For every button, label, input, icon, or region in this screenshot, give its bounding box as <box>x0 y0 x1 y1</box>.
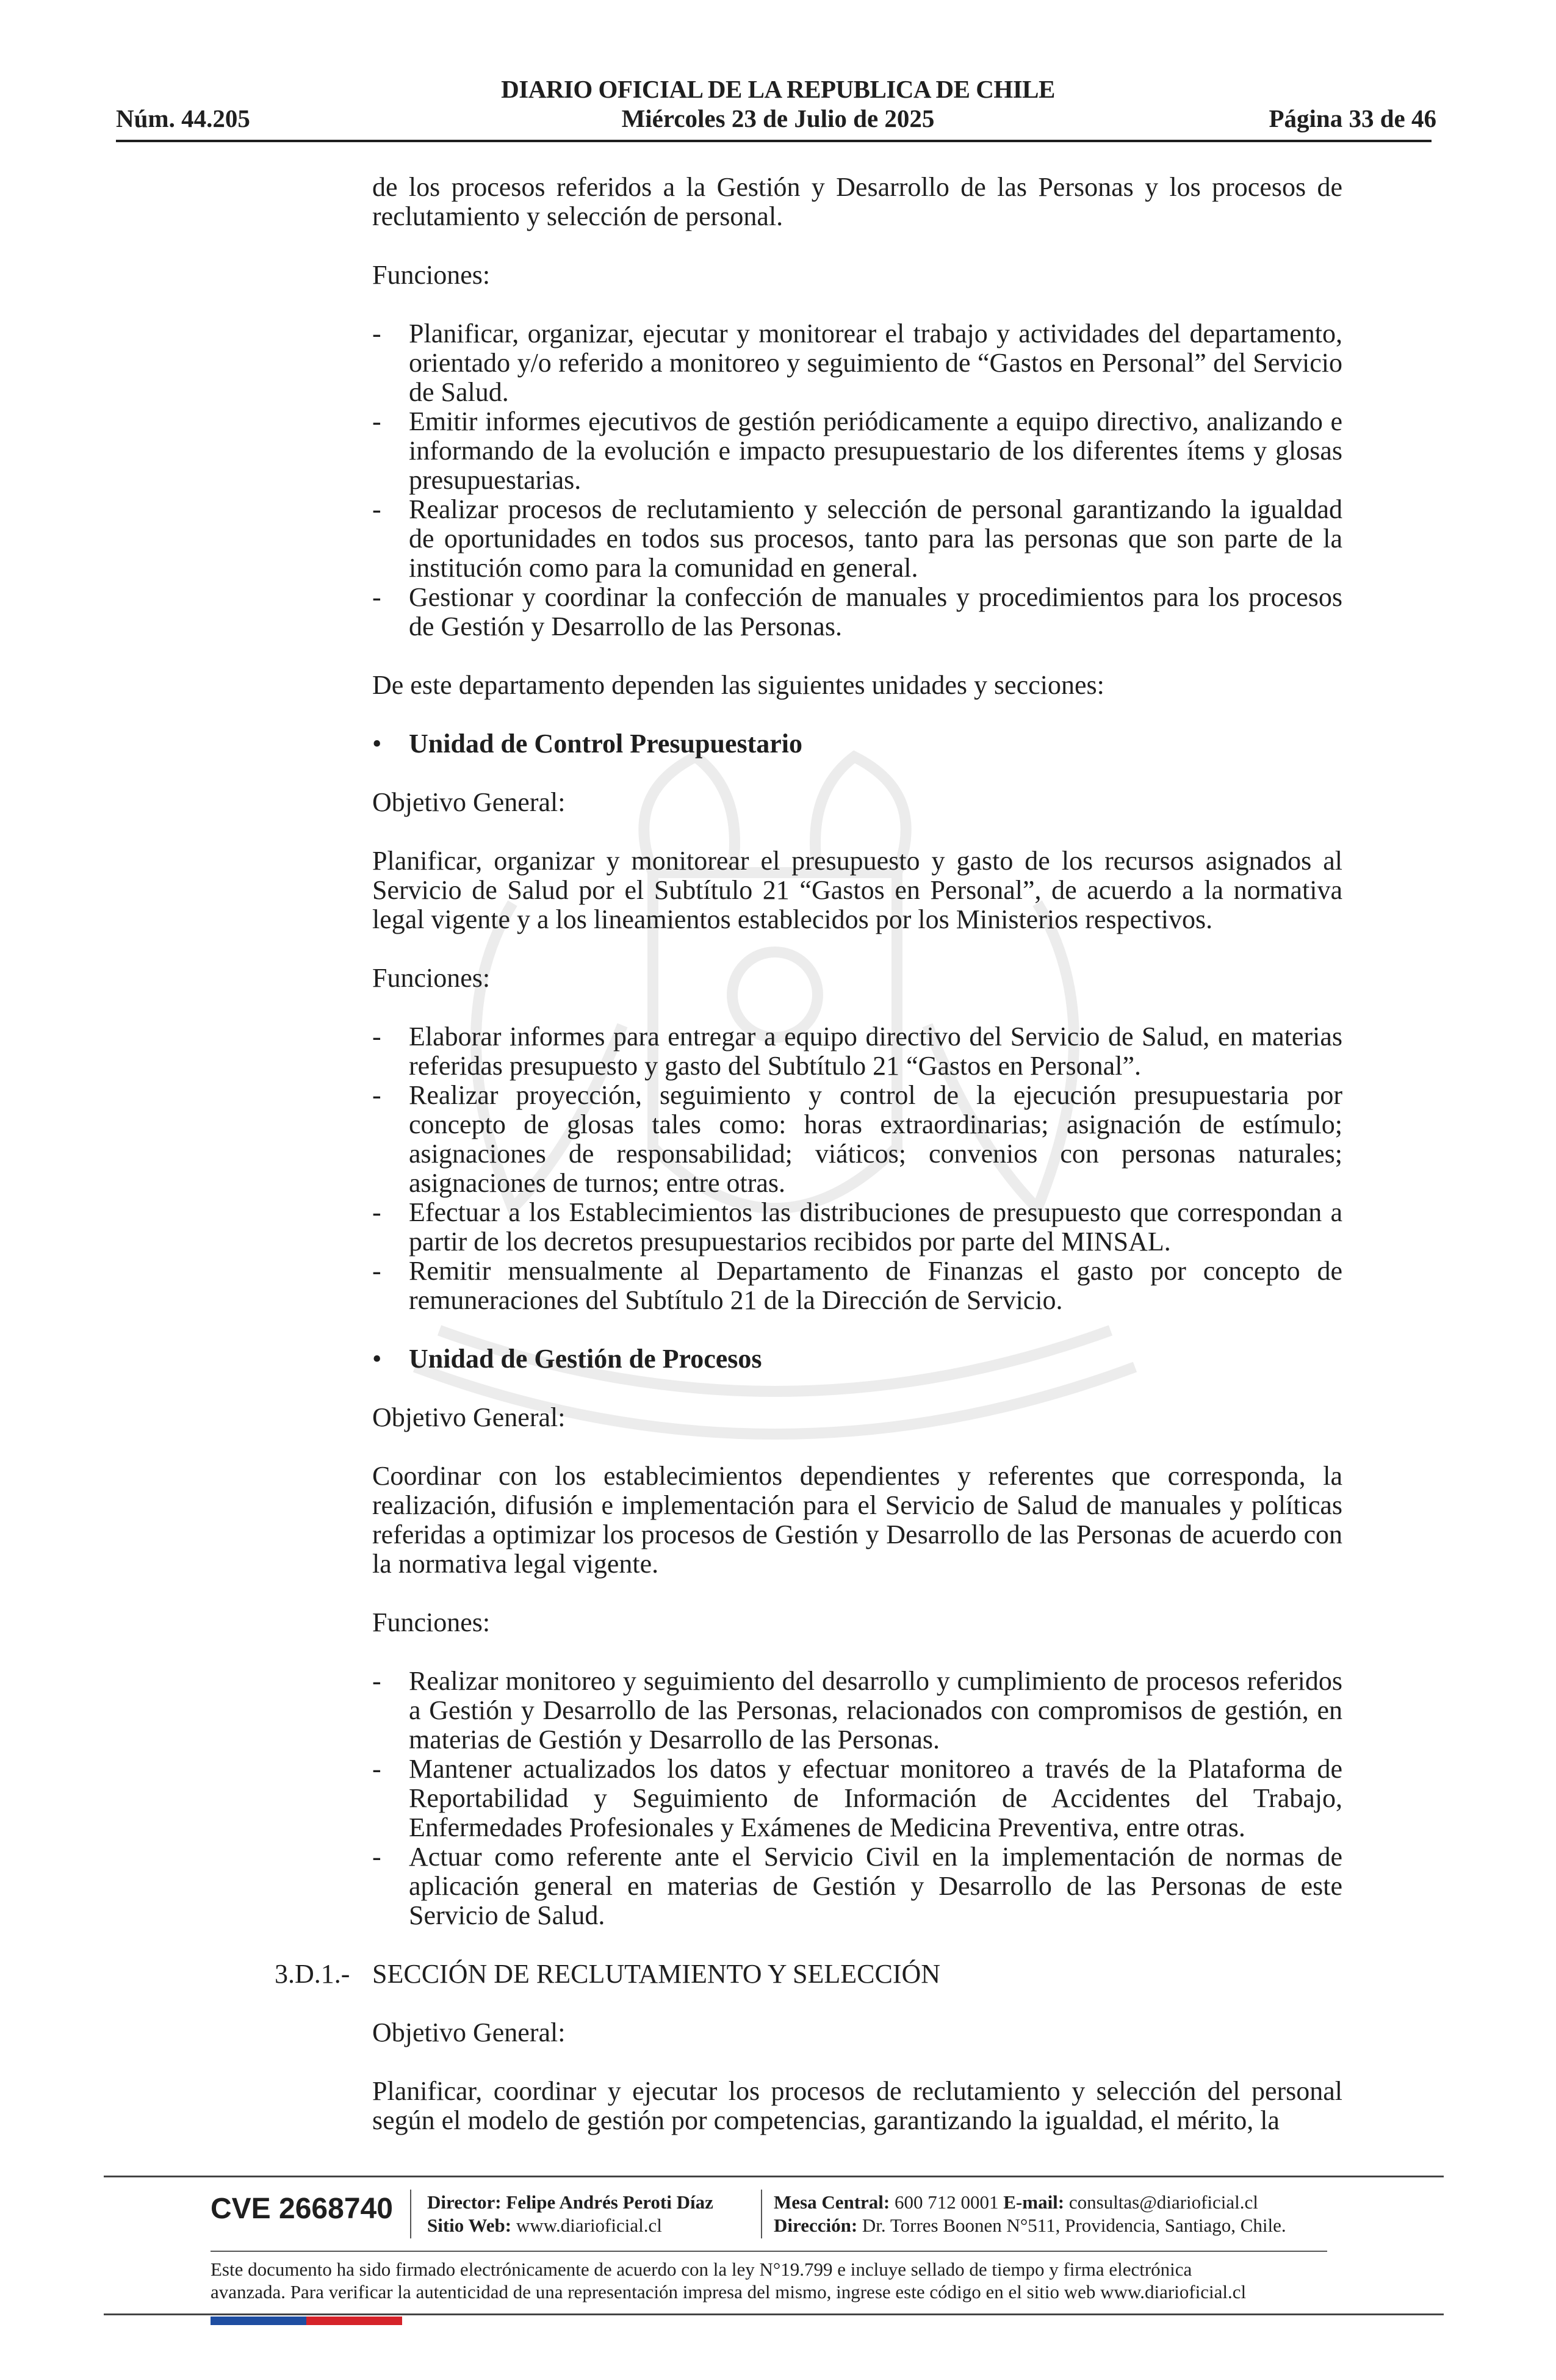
list-item <box>372 1842 1342 1930</box>
list-item <box>372 1257 1342 1315</box>
list-item-text: Emitir informes ejecutivos de gestión periódicamente a equipo directivo, analizando e informando de la evolución e impacto presupuestario de los diferentes ítems y glosas presupuestarias. <box>409 406 1342 495</box>
unit-heading <box>372 729 1342 759</box>
list-item <box>372 1754 1342 1842</box>
flag-blue-stripe <box>211 2317 306 2325</box>
section-heading <box>275 1959 1342 1989</box>
flag-red-stripe <box>306 2317 402 2325</box>
bullet-marker: • <box>372 729 382 759</box>
list-item <box>372 1198 1342 1257</box>
footer-separator <box>761 2190 762 2238</box>
dash-marker: - <box>372 494 381 524</box>
depends-paragraph: De este departamento dependen las siguientes unidades y secciones: <box>372 670 1104 700</box>
footer-divider-mid <box>211 2251 1327 2252</box>
footer-divider-bottom <box>104 2313 1444 2315</box>
dash-marker: - <box>372 1256 381 1286</box>
address-label: Dirección: <box>774 2215 858 2236</box>
list-item <box>372 319 1342 407</box>
objective-label: Objetivo General: <box>372 2018 566 2047</box>
list-item-text: Remitir mensualmente al Departamento de Finanzas el gasto por concepto de remuneraciones del Subtítulo 21 de la Dirección de Servicio. <box>409 1256 1342 1315</box>
section-objective: Planificar, coordinar y ejecutar los procesos de reclutamiento y selección del personal según el modelo de gestión por competencias, garantizando la igualdad, el mérito, la <box>372 2076 1342 2135</box>
dash-marker: - <box>372 1080 381 1110</box>
issue-number: Núm. 44.205 <box>116 104 250 132</box>
website-link[interactable]: www.diarioficial.cl <box>516 2215 662 2236</box>
unit-functions-list <box>372 1022 1342 1315</box>
footer-separator <box>410 2190 411 2238</box>
list-item-text: Realizar procesos de reclutamiento y selección de personal garantizando la igualdad de oportunidades en todos sus procesos, tanto para las personas que son parte de la institución como para la comunidad en general. <box>409 494 1342 583</box>
section-title: SECCIÓN DE RECLUTAMIENTO Y SELECCIÓN <box>372 1959 941 1989</box>
list-item <box>372 1022 1342 1081</box>
list-item-text: Realizar proyección, seguimiento y control de la ejecución presupuestaria por concepto de glosas tales como: horas extraordinarias; asignación de estímulo; asignaciones de responsabilidad; viáticos; convenios con personas naturales; asignaciones de turnos; entre otras. <box>409 1080 1342 1198</box>
signature-note-line: Este documento ha sido firmado electrónicamente de acuerdo con la ley N°19.799 e incluye sellado de tiempo y firma electrónica <box>211 2259 1192 2280</box>
director-label: Director: <box>427 2191 502 2213</box>
email-label: E-mail: <box>1003 2191 1065 2213</box>
issue-date: Miércoles 23 de Julio de 2025 <box>621 104 935 132</box>
list-item-text: Mantener actualizados los datos y efectuar monitoreo a través de la Plataforma de Reportabilidad y Seguimiento de Información de Accidentes del Trabajo, Enfermedades Profesionales y Exámenes de Medicina Preventiva, entre otras. <box>409 1754 1342 1842</box>
objective-label: Objetivo General: <box>372 1402 566 1432</box>
objective-label: Objetivo General: <box>372 787 566 817</box>
signature-note <box>211 2258 1327 2303</box>
dash-marker: - <box>372 406 381 436</box>
list-item <box>372 1667 1342 1754</box>
dash-marker: - <box>372 582 381 612</box>
intro-paragraph: de los procesos referidos a la Gestión y Desarrollo de las Personas y los procesos de reclutamiento y selección de personal. <box>372 172 1342 231</box>
cve-code: CVE 2668740 <box>211 2193 393 2225</box>
dash-marker: - <box>372 1754 381 1784</box>
director-name: Felipe Andrés Peroti Díaz <box>506 2191 713 2213</box>
footer-divider-top <box>104 2176 1444 2177</box>
address-text: Dr. Torres Boonen N°511, Providencia, Santiago, Chile. <box>862 2215 1286 2236</box>
dash-marker: - <box>372 1666 381 1696</box>
unit-objective: Coordinar con los establecimientos dependientes y referentes que corresponda, la realización, difusión e implementación para el Servicio de Salud de manuales y políticas referidas a optimizar los procesos de Gestión y Desarrollo de las Personas de acuerdo con la normativa legal vigente. <box>372 1461 1342 1579</box>
mesa-phone: 600 712 0001 <box>895 2191 999 2213</box>
website-label: Sitio Web: <box>427 2215 512 2236</box>
footer-contact-block <box>774 2191 1286 2237</box>
list-item-text: Realizar monitoreo y seguimiento del desarrollo y cumplimiento de procesos referidos a Gestión y Desarrollo de las Personas, relacionados con compromisos de gestión, en materias de Gestión y Desarrollo de las Personas. <box>409 1666 1342 1754</box>
main-content <box>275 172 1342 2135</box>
unit-title: Unidad de Gestión de Procesos <box>409 1344 762 1374</box>
unit-title: Unidad de Control Presupuestario <box>409 729 803 759</box>
email-link[interactable]: consultas@diarioficial.cl <box>1068 2191 1258 2213</box>
list-item <box>372 495 1342 583</box>
dash-marker: - <box>372 1842 381 1872</box>
functions-label: Funciones: <box>372 260 491 290</box>
page-number: Página 33 de 46 <box>1269 104 1436 132</box>
list-item-text: Gestionar y coordinar la confección de manuales y procedimientos para los procesos de Gestión y Desarrollo de las Personas. <box>409 582 1342 641</box>
unit-heading <box>372 1344 1342 1374</box>
list-item <box>372 407 1342 495</box>
functions-label: Funciones: <box>372 963 491 993</box>
list-item-text: Planificar, organizar, ejecutar y monitorear el trabajo y actividades del departamento, orientado y/o referido a monitoreo y seguimiento de “Gastos en Personal” del Servicio de Salud. <box>409 319 1342 407</box>
dash-marker: - <box>372 1197 381 1227</box>
list-item-text: Efectuar a los Establecimientos las distribuciones de presupuesto que correspondan a partir de los decretos presupuestarios recibidos por parte del MINSAL. <box>409 1197 1342 1257</box>
header-divider <box>116 140 1432 142</box>
bullet-marker: • <box>372 1344 382 1374</box>
signature-note-line: avanzada. Para verificar la autenticidad de una representación impresa del mismo, ingrese este código en el sitio web www.diarioficial.cl <box>211 2281 1247 2302</box>
unit-objective: Planificar, organizar y monitorear el presupuesto y gasto de los recursos asignados al Servicio de Salud por el Subtítulo 21 “Gastos en Personal”, de acuerdo a la normativa legal vigente y a los lineamientos establecidos por los Ministerios respectivos. <box>372 846 1342 934</box>
department-functions-list <box>372 319 1342 641</box>
unit-functions-list <box>372 1667 1342 1930</box>
footer-director-block <box>427 2191 713 2237</box>
list-item <box>372 1081 1342 1198</box>
dash-marker: - <box>372 1022 381 1051</box>
section-number: 3.D.1.- <box>275 1959 350 1989</box>
list-item <box>372 583 1342 641</box>
list-item-text: Elaborar informes para entregar a equipo directivo del Servicio de Salud, en materias referidas presupuesto y gasto del Subtítulo 21 “Gastos en Personal”. <box>409 1022 1342 1081</box>
functions-label: Funciones: <box>372 1607 491 1637</box>
list-item-text: Actuar como referente ante el Servicio Civil en la implementación de normas de aplicación general en materias de Gestión y Desarrollo de las Personas de este Servicio de Salud. <box>409 1842 1342 1930</box>
dash-marker: - <box>372 319 381 348</box>
mesa-label: Mesa Central: <box>774 2191 890 2213</box>
newspaper-title: DIARIO OFICIAL DE LA REPUBLICA DE CHILE <box>501 75 1055 103</box>
